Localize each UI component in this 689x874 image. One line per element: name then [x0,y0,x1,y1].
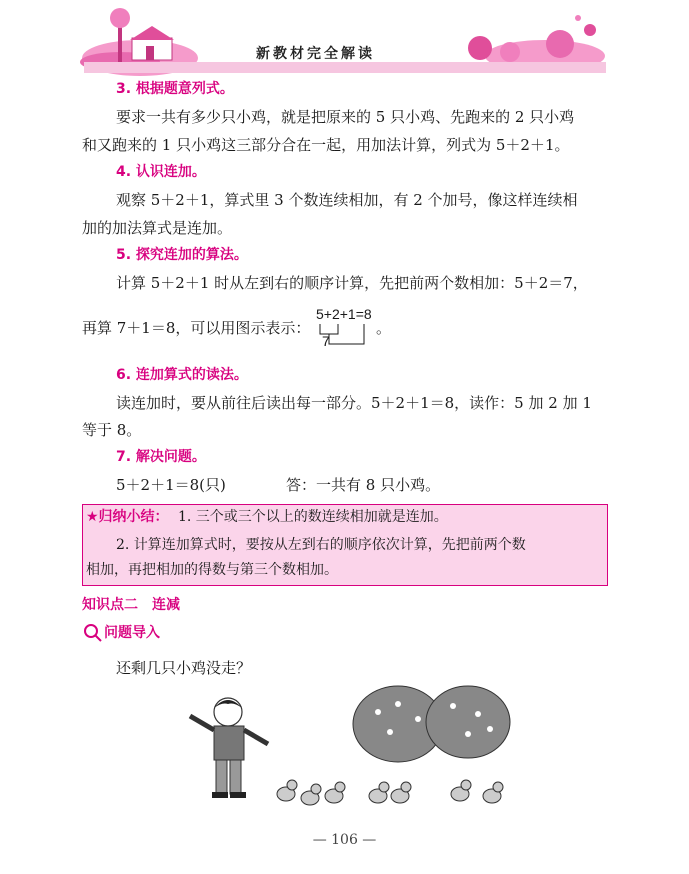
summary-item-2a: 2. 计算连加算式时，要按从左到右的顺序依次计算，先把前两个数 [116,537,526,553]
section-5-title: 5. 探究连加的算法。 [116,247,248,263]
section-4-text-2: 加的加法算式是连加。 [82,219,233,237]
section-3-text-2: 和又跑来的 1 只小鸡这三部分合在一起，用加法计算，列式为 5＋2＋1。 [82,136,570,154]
section-6-title: 6. 连加算式的读法。 [116,367,248,383]
bushes [353,686,510,762]
chicks-illustration [168,684,528,824]
intro-question: 还剩几只小鸡没走？ [116,659,252,677]
knowledge-point-title: 知识点二 连减 [82,597,180,613]
header-title: 新教材完全解读 [256,46,375,62]
intro-label: 问题导入 [104,625,160,641]
calc-diagram-subtotal: 7 [322,333,330,349]
section-3-text-1: 要求一共有多少只小鸡，就是把原来的 5 只小鸡、先跑来的 2 只小鸡 [116,108,575,126]
section-6-text-1: 读连加时，要从前往后读出每一部分。5＋2＋1＝8，读作：5 加 2 加 1 [116,394,592,412]
summary-item-2b: 相加，再把相加的得数与第三个数相加。 [86,562,338,578]
calc-diagram-equation: 5+2+1=8 [316,306,372,322]
boy-figure [190,698,268,798]
section-5-text-2: 再算 7＋1＝8，可以用图示表示： [82,319,311,337]
section-6-text-2: 等于 8。 [82,421,142,439]
magnifier-icon [82,622,104,644]
section-7-title: 7. 解决问题。 [116,449,206,465]
section-4-text-1: 观察 5＋2＋1，算式里 3 个数连续相加，有 2 个加号，像这样连续相 [116,191,578,209]
summary-label: ★归纳小结： [86,509,169,525]
section-5-end: 。 [376,319,392,337]
page-number: — 106 — [312,832,377,848]
section-4-title: 4. 认识连加。 [116,164,206,180]
section-7-equation: 5＋2＋1＝8(只) [116,476,226,494]
section-3-title: 3. 根据题意列式。 [116,81,234,97]
section-7-answer: 答：一共有 8 只小鸡。 [286,476,441,494]
chicks [277,780,503,805]
section-5-text-1: 计算 5＋2＋1 时从左到右的顺序计算，先把前两个数相加：5＋2＝7， [116,274,588,292]
summary-item-1: 1. 三个或三个以上的数连续相加就是连加。 [178,509,448,525]
